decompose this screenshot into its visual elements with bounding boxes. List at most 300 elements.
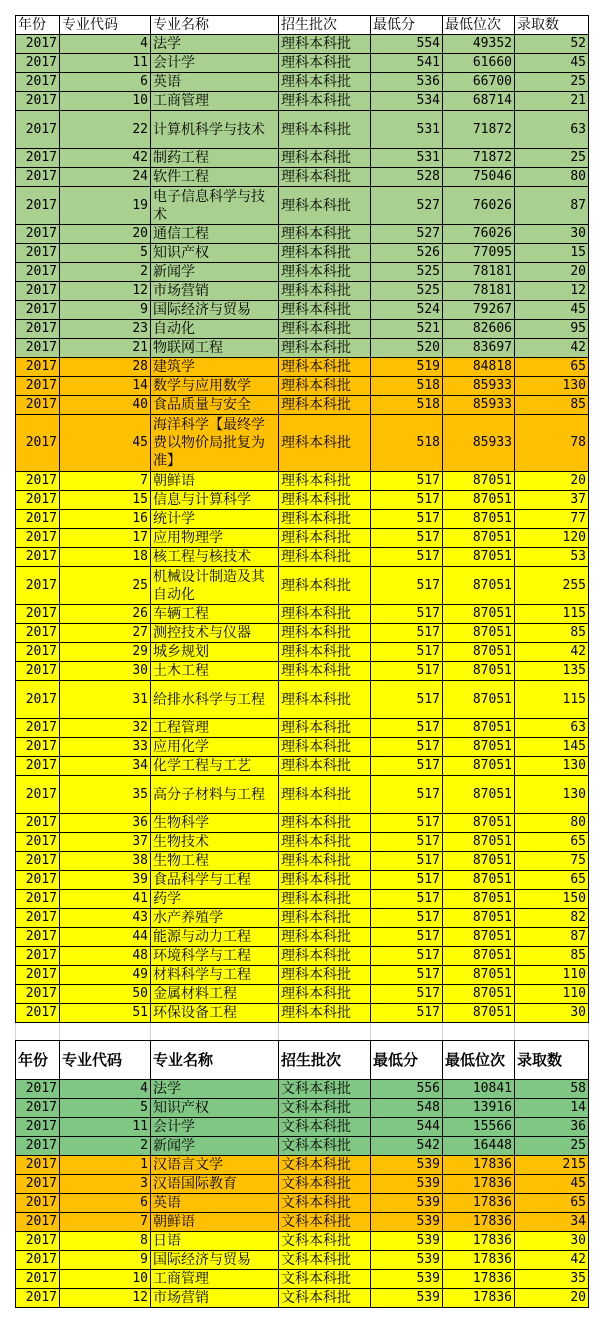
cell-admitted[interactable]: 34 — [515, 1213, 589, 1232]
cell-year[interactable]: 2017 — [16, 719, 60, 738]
cell-batch[interactable]: 理科本科批 — [279, 73, 371, 92]
cell-major-code[interactable]: 11 — [60, 54, 151, 73]
header-major-name[interactable]: 专业名称 — [151, 16, 279, 35]
cell-min-rank[interactable]: 76026 — [443, 187, 515, 225]
cell-admitted[interactable]: 82 — [515, 909, 589, 928]
cell-year[interactable]: 2017 — [16, 1099, 60, 1118]
cell-admitted[interactable]: 21 — [515, 92, 589, 111]
cell-batch[interactable]: 理科本科批 — [279, 548, 371, 567]
cell-major-name[interactable]: 核工程与核技术 — [151, 548, 279, 567]
cell-admitted[interactable]: 135 — [515, 662, 589, 681]
cell-major-name[interactable]: 软件工程 — [151, 168, 279, 187]
cell-major-code[interactable]: 25 — [60, 567, 151, 605]
cell-min-rank[interactable]: 87051 — [443, 529, 515, 548]
cell-major-name[interactable]: 金属材料工程 — [151, 985, 279, 1004]
cell-major-code[interactable]: 3 — [60, 1175, 151, 1194]
cell-year[interactable]: 2017 — [16, 605, 60, 624]
header-major-name[interactable]: 专业名称 — [151, 1041, 279, 1080]
cell-major-name[interactable]: 应用物理学 — [151, 529, 279, 548]
cell-major-code[interactable]: 45 — [60, 415, 151, 472]
cell-min-rank[interactable]: 87051 — [443, 852, 515, 871]
header-admitted[interactable]: 录取数 — [515, 16, 589, 35]
cell-min-rank[interactable]: 13916 — [443, 1099, 515, 1118]
cell-year[interactable]: 2017 — [16, 1137, 60, 1156]
cell-min-score[interactable]: 518 — [371, 396, 443, 415]
cell-min-rank[interactable]: 85933 — [443, 396, 515, 415]
cell-major-name[interactable]: 材料科学与工程 — [151, 966, 279, 985]
cell-major-name[interactable]: 化学工程与工艺 — [151, 757, 279, 776]
cell-min-score[interactable]: 517 — [371, 491, 443, 510]
cell-major-code[interactable]: 43 — [60, 909, 151, 928]
cell-min-score[interactable]: 525 — [371, 282, 443, 301]
cell-min-score[interactable]: 541 — [371, 54, 443, 73]
cell-min-rank[interactable]: 17836 — [443, 1213, 515, 1232]
cell-min-rank[interactable]: 17836 — [443, 1232, 515, 1251]
cell-year[interactable]: 2017 — [16, 738, 60, 757]
cell-major-name[interactable]: 自动化 — [151, 320, 279, 339]
cell-min-rank[interactable]: 87051 — [443, 624, 515, 643]
cell-year[interactable]: 2017 — [16, 947, 60, 966]
cell-admitted[interactable]: 42 — [515, 1251, 589, 1270]
cell-min-rank[interactable]: 66700 — [443, 73, 515, 92]
cell-min-score[interactable]: 517 — [371, 1004, 443, 1023]
cell-admitted[interactable]: 20 — [515, 1289, 589, 1308]
cell-min-rank[interactable]: 77095 — [443, 244, 515, 263]
cell-major-code[interactable]: 10 — [60, 1270, 151, 1289]
cell-year[interactable]: 2017 — [16, 358, 60, 377]
cell-min-score[interactable]: 517 — [371, 643, 443, 662]
cell-admitted[interactable]: 65 — [515, 1194, 589, 1213]
cell-batch[interactable]: 理科本科批 — [279, 225, 371, 244]
cell-min-rank[interactable]: 87051 — [443, 738, 515, 757]
cell-min-score[interactable]: 517 — [371, 529, 443, 548]
cell-admitted[interactable]: 42 — [515, 643, 589, 662]
cell-batch[interactable]: 文科本科批 — [279, 1156, 371, 1175]
cell-year[interactable]: 2017 — [16, 187, 60, 225]
cell-year[interactable]: 2017 — [16, 1251, 60, 1270]
cell-admitted[interactable]: 85 — [515, 947, 589, 966]
cell-major-code[interactable]: 7 — [60, 472, 151, 491]
cell-year[interactable]: 2017 — [16, 1175, 60, 1194]
cell-min-rank[interactable]: 87051 — [443, 966, 515, 985]
cell-min-rank[interactable]: 16448 — [443, 1137, 515, 1156]
cell-batch[interactable]: 理科本科批 — [279, 928, 371, 947]
cell-year[interactable]: 2017 — [16, 890, 60, 909]
cell-year[interactable]: 2017 — [16, 928, 60, 947]
cell-min-score[interactable]: 526 — [371, 244, 443, 263]
cell-min-rank[interactable]: 78181 — [443, 263, 515, 282]
cell-min-score[interactable]: 520 — [371, 339, 443, 358]
cell-min-score[interactable]: 539 — [371, 1270, 443, 1289]
cell-major-code[interactable]: 9 — [60, 1251, 151, 1270]
cell-min-score[interactable]: 517 — [371, 776, 443, 814]
cell-major-name[interactable]: 汉语国际教育 — [151, 1175, 279, 1194]
cell-admitted[interactable]: 85 — [515, 624, 589, 643]
cell-min-rank[interactable]: 87051 — [443, 605, 515, 624]
cell-batch[interactable]: 理科本科批 — [279, 35, 371, 54]
cell-major-name[interactable]: 朝鲜语 — [151, 1213, 279, 1232]
cell-major-name[interactable]: 市场营销 — [151, 282, 279, 301]
cell-year[interactable]: 2017 — [16, 301, 60, 320]
cell-year[interactable]: 2017 — [16, 35, 60, 54]
cell-admitted[interactable]: 58 — [515, 1080, 589, 1099]
cell-major-name[interactable]: 市场营销 — [151, 1289, 279, 1308]
cell-major-code[interactable]: 24 — [60, 168, 151, 187]
cell-major-name[interactable]: 英语 — [151, 1194, 279, 1213]
cell-year[interactable]: 2017 — [16, 415, 60, 472]
cell-year[interactable]: 2017 — [16, 111, 60, 149]
cell-batch[interactable]: 理科本科批 — [279, 947, 371, 966]
cell-batch[interactable]: 文科本科批 — [279, 1118, 371, 1137]
cell-year[interactable]: 2017 — [16, 396, 60, 415]
cell-min-score[interactable]: 539 — [371, 1232, 443, 1251]
cell-admitted[interactable]: 25 — [515, 73, 589, 92]
cell-batch[interactable]: 理科本科批 — [279, 605, 371, 624]
cell-major-name[interactable]: 制药工程 — [151, 149, 279, 168]
cell-batch[interactable]: 理科本科批 — [279, 966, 371, 985]
cell-min-score[interactable]: 517 — [371, 605, 443, 624]
cell-major-name[interactable]: 计算机科学与技术 — [151, 111, 279, 149]
cell-major-code[interactable]: 35 — [60, 776, 151, 814]
cell-admitted[interactable]: 120 — [515, 529, 589, 548]
cell-year[interactable]: 2017 — [16, 244, 60, 263]
cell-admitted[interactable]: 255 — [515, 567, 589, 605]
cell-min-score[interactable]: 536 — [371, 73, 443, 92]
cell-min-rank[interactable]: 83697 — [443, 339, 515, 358]
cell-min-rank[interactable]: 87051 — [443, 814, 515, 833]
cell-major-name[interactable]: 海洋科学【最终学费以物价局批复为准】 — [151, 415, 279, 472]
cell-major-name[interactable]: 城乡规划 — [151, 643, 279, 662]
cell-major-code[interactable]: 19 — [60, 187, 151, 225]
cell-major-code[interactable]: 20 — [60, 225, 151, 244]
cell-min-score[interactable]: 517 — [371, 510, 443, 529]
cell-year[interactable]: 2017 — [16, 776, 60, 814]
cell-major-name[interactable]: 电子信息科学与技术 — [151, 187, 279, 225]
cell-major-name[interactable]: 法学 — [151, 35, 279, 54]
cell-admitted[interactable]: 30 — [515, 1232, 589, 1251]
cell-major-code[interactable]: 33 — [60, 738, 151, 757]
cell-year[interactable]: 2017 — [16, 548, 60, 567]
cell-min-rank[interactable]: 87051 — [443, 662, 515, 681]
cell-year[interactable]: 2017 — [16, 1004, 60, 1023]
cell-major-name[interactable]: 建筑学 — [151, 358, 279, 377]
cell-major-code[interactable]: 6 — [60, 1194, 151, 1213]
cell-batch[interactable]: 理科本科批 — [279, 491, 371, 510]
cell-batch[interactable]: 理科本科批 — [279, 301, 371, 320]
cell-min-rank[interactable]: 87051 — [443, 985, 515, 1004]
cell-major-code[interactable]: 41 — [60, 890, 151, 909]
cell-batch[interactable]: 理科本科批 — [279, 339, 371, 358]
cell-year[interactable]: 2017 — [16, 757, 60, 776]
cell-min-score[interactable]: 517 — [371, 624, 443, 643]
cell-min-score[interactable]: 539 — [371, 1194, 443, 1213]
cell-min-rank[interactable]: 87051 — [443, 567, 515, 605]
cell-batch[interactable]: 理科本科批 — [279, 472, 371, 491]
cell-batch[interactable]: 理科本科批 — [279, 738, 371, 757]
header-year[interactable]: 年份 — [16, 16, 60, 35]
cell-major-name[interactable]: 工程管理 — [151, 719, 279, 738]
cell-min-score[interactable]: 517 — [371, 738, 443, 757]
cell-major-name[interactable]: 食品质量与安全 — [151, 396, 279, 415]
cell-min-rank[interactable]: 87051 — [443, 928, 515, 947]
cell-batch[interactable]: 文科本科批 — [279, 1213, 371, 1232]
cell-min-score[interactable]: 517 — [371, 757, 443, 776]
cell-min-score[interactable]: 539 — [371, 1156, 443, 1175]
cell-year[interactable]: 2017 — [16, 377, 60, 396]
cell-major-name[interactable]: 国际经济与贸易 — [151, 1251, 279, 1270]
cell-major-code[interactable]: 27 — [60, 624, 151, 643]
cell-batch[interactable]: 理科本科批 — [279, 111, 371, 149]
cell-major-code[interactable]: 2 — [60, 1137, 151, 1156]
cell-admitted[interactable]: 12 — [515, 282, 589, 301]
cell-min-score[interactable]: 517 — [371, 681, 443, 719]
cell-major-code[interactable]: 32 — [60, 719, 151, 738]
cell-admitted[interactable]: 65 — [515, 871, 589, 890]
cell-year[interactable]: 2017 — [16, 1080, 60, 1099]
cell-major-code[interactable]: 34 — [60, 757, 151, 776]
cell-major-name[interactable]: 测控技术与仪器 — [151, 624, 279, 643]
cell-year[interactable]: 2017 — [16, 149, 60, 168]
cell-min-score[interactable]: 539 — [371, 1175, 443, 1194]
cell-major-name[interactable]: 水产养殖学 — [151, 909, 279, 928]
cell-major-name[interactable]: 生物技术 — [151, 833, 279, 852]
cell-batch[interactable]: 理科本科批 — [279, 187, 371, 225]
cell-min-score[interactable]: 517 — [371, 947, 443, 966]
cell-min-score[interactable]: 517 — [371, 567, 443, 605]
header-min-rank[interactable]: 最低位次 — [443, 16, 515, 35]
cell-min-rank[interactable]: 85933 — [443, 377, 515, 396]
cell-major-name[interactable]: 应用化学 — [151, 738, 279, 757]
cell-min-rank[interactable]: 78181 — [443, 282, 515, 301]
header-batch[interactable]: 招生批次 — [279, 1041, 371, 1080]
cell-admitted[interactable]: 45 — [515, 301, 589, 320]
cell-admitted[interactable]: 63 — [515, 111, 589, 149]
cell-min-rank[interactable]: 87051 — [443, 491, 515, 510]
cell-batch[interactable]: 理科本科批 — [279, 396, 371, 415]
cell-major-name[interactable]: 朝鲜语 — [151, 472, 279, 491]
cell-min-rank[interactable]: 17836 — [443, 1251, 515, 1270]
cell-min-rank[interactable]: 87051 — [443, 719, 515, 738]
cell-min-score[interactable]: 517 — [371, 871, 443, 890]
cell-admitted[interactable]: 65 — [515, 833, 589, 852]
cell-major-code[interactable]: 7 — [60, 1213, 151, 1232]
cell-admitted[interactable]: 45 — [515, 1175, 589, 1194]
cell-major-code[interactable]: 10 — [60, 92, 151, 111]
cell-min-rank[interactable]: 87051 — [443, 890, 515, 909]
cell-major-code[interactable]: 30 — [60, 662, 151, 681]
cell-admitted[interactable]: 80 — [515, 814, 589, 833]
cell-major-code[interactable]: 48 — [60, 947, 151, 966]
cell-min-score[interactable]: 524 — [371, 301, 443, 320]
cell-admitted[interactable]: 145 — [515, 738, 589, 757]
cell-admitted[interactable]: 115 — [515, 605, 589, 624]
cell-min-score[interactable]: 518 — [371, 415, 443, 472]
cell-min-rank[interactable]: 76026 — [443, 225, 515, 244]
cell-major-code[interactable]: 8 — [60, 1232, 151, 1251]
cell-year[interactable]: 2017 — [16, 1289, 60, 1308]
cell-batch[interactable]: 理科本科批 — [279, 358, 371, 377]
cell-batch[interactable]: 文科本科批 — [279, 1137, 371, 1156]
cell-admitted[interactable]: 77 — [515, 510, 589, 529]
cell-admitted[interactable]: 80 — [515, 168, 589, 187]
cell-admitted[interactable]: 25 — [515, 149, 589, 168]
header-major-code[interactable]: 专业代码 — [60, 1041, 151, 1080]
cell-major-code[interactable]: 5 — [60, 244, 151, 263]
cell-major-code[interactable]: 37 — [60, 833, 151, 852]
cell-min-score[interactable]: 539 — [371, 1251, 443, 1270]
cell-major-name[interactable]: 环保设备工程 — [151, 1004, 279, 1023]
cell-major-name[interactable]: 药学 — [151, 890, 279, 909]
cell-year[interactable]: 2017 — [16, 491, 60, 510]
cell-min-rank[interactable]: 82606 — [443, 320, 515, 339]
cell-admitted[interactable]: 30 — [515, 225, 589, 244]
cell-min-score[interactable]: 517 — [371, 814, 443, 833]
cell-major-name[interactable]: 能源与动力工程 — [151, 928, 279, 947]
cell-batch[interactable]: 理科本科批 — [279, 757, 371, 776]
cell-major-name[interactable]: 给排水科学与工程 — [151, 681, 279, 719]
cell-year[interactable]: 2017 — [16, 339, 60, 358]
cell-major-code[interactable]: 14 — [60, 377, 151, 396]
cell-min-rank[interactable]: 75046 — [443, 168, 515, 187]
cell-batch[interactable]: 文科本科批 — [279, 1251, 371, 1270]
cell-admitted[interactable]: 110 — [515, 985, 589, 1004]
cell-major-code[interactable]: 26 — [60, 605, 151, 624]
cell-min-score[interactable]: 517 — [371, 548, 443, 567]
cell-major-name[interactable]: 生物科学 — [151, 814, 279, 833]
cell-batch[interactable]: 理科本科批 — [279, 833, 371, 852]
cell-batch[interactable]: 理科本科批 — [279, 529, 371, 548]
cell-year[interactable]: 2017 — [16, 852, 60, 871]
cell-min-rank[interactable]: 71872 — [443, 149, 515, 168]
cell-batch[interactable]: 理科本科批 — [279, 415, 371, 472]
cell-batch[interactable]: 理科本科批 — [279, 852, 371, 871]
cell-admitted[interactable]: 87 — [515, 928, 589, 947]
cell-major-code[interactable]: 28 — [60, 358, 151, 377]
cell-min-score[interactable]: 517 — [371, 472, 443, 491]
cell-min-score[interactable]: 517 — [371, 833, 443, 852]
cell-min-score[interactable]: 531 — [371, 111, 443, 149]
cell-admitted[interactable]: 85 — [515, 396, 589, 415]
cell-year[interactable]: 2017 — [16, 681, 60, 719]
cell-min-rank[interactable]: 87051 — [443, 909, 515, 928]
cell-year[interactable]: 2017 — [16, 510, 60, 529]
cell-batch[interactable]: 理科本科批 — [279, 643, 371, 662]
cell-major-code[interactable]: 21 — [60, 339, 151, 358]
header-min-score[interactable]: 最低分 — [371, 16, 443, 35]
cell-min-score[interactable]: 517 — [371, 909, 443, 928]
cell-batch[interactable]: 理科本科批 — [279, 662, 371, 681]
cell-year[interactable]: 2017 — [16, 966, 60, 985]
cell-batch[interactable]: 理科本科批 — [279, 320, 371, 339]
cell-major-name[interactable]: 机械设计制造及其自动化 — [151, 567, 279, 605]
cell-batch[interactable]: 理科本科批 — [279, 263, 371, 282]
cell-major-name[interactable]: 数学与应用数学 — [151, 377, 279, 396]
cell-min-score[interactable]: 556 — [371, 1080, 443, 1099]
cell-min-rank[interactable]: 17836 — [443, 1175, 515, 1194]
cell-major-code[interactable]: 4 — [60, 1080, 151, 1099]
cell-major-code[interactable]: 23 — [60, 320, 151, 339]
cell-year[interactable]: 2017 — [16, 1270, 60, 1289]
cell-year[interactable]: 2017 — [16, 1194, 60, 1213]
cell-year[interactable]: 2017 — [16, 1118, 60, 1137]
cell-year[interactable]: 2017 — [16, 833, 60, 852]
cell-batch[interactable]: 文科本科批 — [279, 1175, 371, 1194]
cell-min-rank[interactable]: 17836 — [443, 1289, 515, 1308]
cell-min-score[interactable]: 527 — [371, 187, 443, 225]
header-batch[interactable]: 招生批次 — [279, 16, 371, 35]
cell-year[interactable]: 2017 — [16, 662, 60, 681]
cell-batch[interactable]: 理科本科批 — [279, 168, 371, 187]
header-year[interactable]: 年份 — [16, 1041, 60, 1080]
cell-major-code[interactable]: 4 — [60, 35, 151, 54]
cell-batch[interactable]: 理科本科批 — [279, 149, 371, 168]
cell-min-rank[interactable]: 87051 — [443, 643, 515, 662]
cell-batch[interactable]: 理科本科批 — [279, 681, 371, 719]
cell-major-code[interactable]: 1 — [60, 1156, 151, 1175]
cell-min-rank[interactable]: 17836 — [443, 1156, 515, 1175]
cell-admitted[interactable]: 14 — [515, 1099, 589, 1118]
cell-batch[interactable]: 理科本科批 — [279, 510, 371, 529]
cell-major-name[interactable]: 统计学 — [151, 510, 279, 529]
cell-min-score[interactable]: 521 — [371, 320, 443, 339]
cell-min-score[interactable]: 531 — [371, 149, 443, 168]
cell-min-score[interactable]: 539 — [371, 1213, 443, 1232]
cell-major-name[interactable]: 知识产权 — [151, 1099, 279, 1118]
cell-batch[interactable]: 理科本科批 — [279, 282, 371, 301]
cell-major-code[interactable]: 9 — [60, 301, 151, 320]
cell-batch[interactable]: 文科本科批 — [279, 1080, 371, 1099]
cell-major-name[interactable]: 土木工程 — [151, 662, 279, 681]
cell-min-rank[interactable]: 84818 — [443, 358, 515, 377]
cell-min-score[interactable]: 539 — [371, 1289, 443, 1308]
cell-batch[interactable]: 理科本科批 — [279, 890, 371, 909]
cell-min-score[interactable]: 528 — [371, 168, 443, 187]
cell-major-code[interactable]: 31 — [60, 681, 151, 719]
cell-major-code[interactable]: 42 — [60, 149, 151, 168]
cell-year[interactable]: 2017 — [16, 871, 60, 890]
cell-min-rank[interactable]: 68714 — [443, 92, 515, 111]
cell-batch[interactable]: 理科本科批 — [279, 1004, 371, 1023]
cell-major-code[interactable]: 39 — [60, 871, 151, 890]
cell-min-rank[interactable]: 87051 — [443, 472, 515, 491]
cell-min-rank[interactable]: 87051 — [443, 510, 515, 529]
cell-min-rank[interactable]: 17836 — [443, 1194, 515, 1213]
cell-batch[interactable]: 理科本科批 — [279, 54, 371, 73]
cell-admitted[interactable]: 15 — [515, 244, 589, 263]
cell-major-name[interactable]: 日语 — [151, 1232, 279, 1251]
cell-year[interactable]: 2017 — [16, 814, 60, 833]
header-major-code[interactable]: 专业代码 — [60, 16, 151, 35]
cell-min-rank[interactable]: 85933 — [443, 415, 515, 472]
cell-min-score[interactable]: 517 — [371, 852, 443, 871]
cell-major-name[interactable]: 会计学 — [151, 1118, 279, 1137]
cell-major-code[interactable]: 51 — [60, 1004, 151, 1023]
cell-year[interactable]: 2017 — [16, 643, 60, 662]
cell-major-code[interactable]: 18 — [60, 548, 151, 567]
cell-admitted[interactable]: 215 — [515, 1156, 589, 1175]
cell-min-rank[interactable]: 49352 — [443, 35, 515, 54]
cell-min-rank[interactable]: 10841 — [443, 1080, 515, 1099]
cell-batch[interactable]: 理科本科批 — [279, 909, 371, 928]
cell-admitted[interactable]: 63 — [515, 719, 589, 738]
cell-major-name[interactable]: 通信工程 — [151, 225, 279, 244]
cell-major-code[interactable]: 12 — [60, 282, 151, 301]
cell-year[interactable]: 2017 — [16, 168, 60, 187]
cell-major-code[interactable]: 44 — [60, 928, 151, 947]
cell-major-name[interactable]: 会计学 — [151, 54, 279, 73]
cell-major-code[interactable]: 17 — [60, 529, 151, 548]
cell-batch[interactable]: 理科本科批 — [279, 814, 371, 833]
